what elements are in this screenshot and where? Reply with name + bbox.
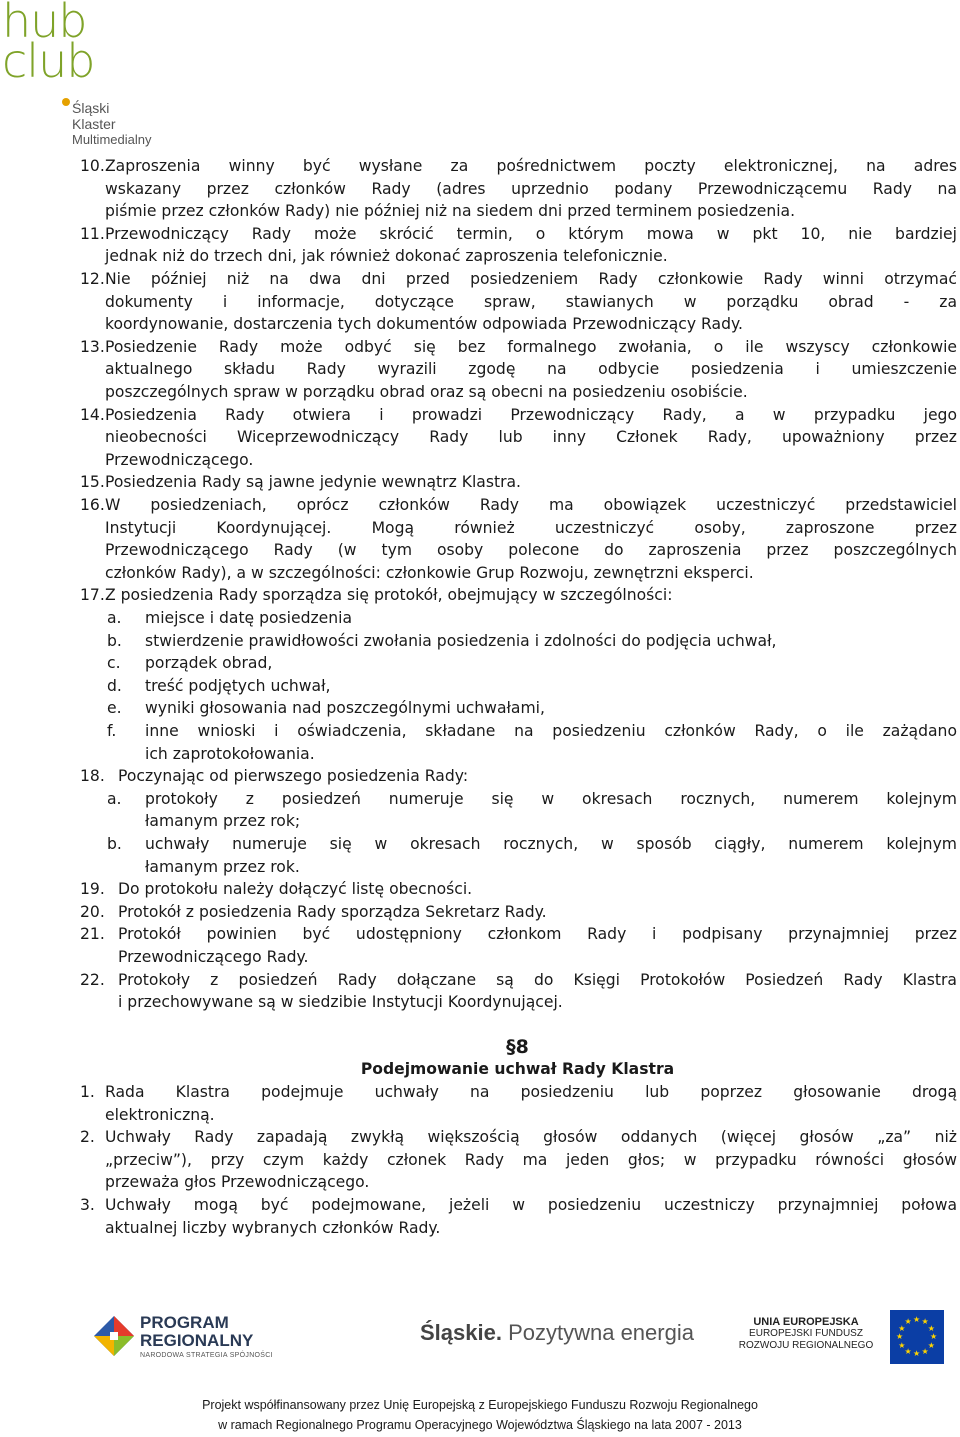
logo-dot-icon [62,98,70,106]
section-title: Podejmowanie uchwał Rady Klastra [360,1060,675,1079]
paragraph-10-text: piśmie przez członków Rady) nie później niż na siedem dni przed terminem posiedzenia. [105,202,796,221]
paragraph-10-text: wskazany przez członków Rady (adres uprzednio podany Przewodniczącemu Rady na [105,179,957,198]
logo-subtitle-2: Klaster [72,116,116,132]
paragraph-16-number: 16. [80,496,105,514]
program-subtitle: NARODOWA STRATEGIA SPÓJNOŚCI [140,1352,273,1359]
eu-line-1: UNIA EUROPEJSKA [753,1316,859,1328]
eu-star-icon: ★ [913,1349,921,1358]
paragraph-12-number: 12. [80,270,105,288]
eu-star-icon: ★ [930,1332,938,1341]
funding-line-2: w ramach Regionalnego Programu Operacyjnego Województwa Śląskiego na lata 2007 - 2013 [218,1418,742,1432]
paragraph-14-text: Przewodniczącego. [105,450,254,469]
section8-item-2-text: „przeciw”), przy czym każdy członek Rady ma jeden głos; w przypadku równości głosów [105,1150,957,1169]
paragraph-15-text: Posiedzenia Rady są jawne jedynie wewnątrz Klastra. [105,473,521,492]
eu-fund-label [730,1316,882,1352]
list18-item-text: łamanym przez rok. [145,857,300,876]
eu-star-icon: ★ [927,1323,935,1333]
section8-item-2-number: 2. [80,1128,95,1147]
paragraph-19-number: 19. [80,880,105,899]
section8-item-3-number: 3. [80,1196,95,1214]
list17-item-number: f. [107,722,117,740]
list17-item-number: c. [107,654,121,673]
slaskie-logo [420,1320,694,1346]
paragraph-14-text: nieobecności Wiceprzewodniczący Rady lub inny Członek Rady, upoważniony przez [105,428,957,447]
paragraph-10-text: Zaproszenia winny być wysłane za pośrednictwem poczty elektronicznej, na adres [105,157,957,175]
eu-star-icon: ★ [921,1317,929,1327]
eu-line-2: EUROPEJSKI FUNDUSZ [749,1328,863,1339]
list18-item-number: b. [107,835,122,853]
list18-item-text: uchwały numeruje się w okresach rocznych, w sposób ciągły, numerem kolejnym [145,835,957,853]
paragraph-16-text: Instytucji Koordynującej. Mogą również uczestniczyć osoby, zaproszone przez [105,518,957,537]
paragraph-12-text: koordynowanie, dostarczenia tych dokumentów odpowiada Przewodniczący Rady. [105,315,743,334]
paragraph-22-number: 22. [80,970,105,989]
eu-star-icon: ★ [896,1332,904,1341]
paragraph-12-text: dokumenty i informacje, dotyczące spraw, stawianych w porządku obrad - za [105,292,957,311]
section8-item-2-text: przeważa głos Przewodniczącego. [105,1173,370,1192]
eu-line-3: ROZWOJU REGIONALNEGO [738,1340,874,1351]
list17-item-text: porządek obrad, [145,654,273,673]
funding-line-1: Projekt współfinansowany przez Unię Europejską z Europejskiego Funduszu Rozwoju Regionalnego [202,1398,758,1412]
slaskie-slogan: Pozytywna energia [508,1320,694,1345]
list17-item-text: ich zaprotokołowania. [145,744,315,763]
list17-item-number: e. [107,699,122,718]
list17-item-number: a. [107,609,122,627]
paragraph-21-text: Protokół powinien być udostępniony członkom Rady i podpisany przynajmniej przez [118,925,957,944]
eu-star-icon: ★ [921,1346,929,1356]
paragraph-21-text: Przewodniczącego Rady. [118,948,309,966]
logo-subtitle-3: Multimedialny [72,132,152,147]
program-line-2: REGIONALNY [140,1331,254,1350]
eu-star-icon: ★ [904,1346,912,1356]
eu-star-icon: ★ [913,1315,921,1324]
paragraph-21-number: 21. [80,925,105,944]
paragraph-22-text: i przechowywane są w siedzibie Instytucji Koordynującej. [118,993,563,1012]
paragraph-20-number: 20. [80,902,105,921]
program-regionalny-logo-icon [92,1314,136,1358]
list18-item-text: protokoły z posiedzeń numeruje się w okresach rocznych, numerem kolejnym [145,789,957,808]
paragraph-13-text: Posiedzenie Rady może odbyć się bez formalnego zwołania, o ile wszyscy członkowie [105,337,957,356]
paragraph-13-text: aktualnego składu Rady wyrazili zgodę na odbycie posiedzenia i umieszczenie [105,360,957,379]
program-regionalny-title [140,1314,253,1350]
paragraph-17-text: Z posiedzenia Rady sporządza się protokół, obejmujący w szczególności: [105,586,673,605]
list17-item-text: miejsce i datę posiedzenia [145,609,353,627]
list17-item-text: inne wnioski i oświadczenia, składane na posiedzeniu członków Rady, o ile zażądano [145,722,957,740]
paragraph-18-text: Poczynając od pierwszego posiedzenia Rady: [118,767,469,786]
eu-star-icon: ★ [898,1323,906,1333]
paragraph-12-text: Nie później niż na dwa dni przed posiedzeniem Rady członkowie Rady winni otrzymać [105,270,957,288]
list17-item-number: d. [107,676,122,695]
paragraph-14-text: Posiedzenia Rady otwiera i prowadzi Przewodniczący Rady, a w przypadku jego [105,405,957,424]
paragraph-11-text: Przewodniczący Rady może skrócić termin, o którym mowa w pkt 10, nie bardziej [105,224,957,243]
paragraph-16-text: członków Rady), a w szczególności: członkowie Grup Rozwoju, zewnętrzni eksperci. [105,563,754,582]
hub-club-logo [0,0,170,150]
logo-club-text: club [2,34,95,88]
section8-item-1-text: elektroniczną. [105,1105,215,1124]
paragraph-10-number: 10. [80,157,105,175]
list18-item-text: łamanym przez rok; [145,812,301,831]
paragraph-13-number: 13. [80,337,105,356]
eu-star-icon: ★ [904,1317,912,1327]
paragraph-13-text: poszczególnych spraw w porządku obrad oraz są obecni na posiedzeniu osobiście. [105,383,748,401]
section-symbol: §8 [506,1035,529,1058]
list17-item-number: b. [107,631,122,650]
paragraph-22-text: Protokoły z posiedzeń Rady dołączane są do Księgi Protokołów Posiedzeń Rady Klastra [118,970,957,989]
paragraph-20-text: Protokół z posiedzenia Rady sporządza Sekretarz Rady. [118,902,547,921]
paragraph-14-number: 14. [80,405,105,424]
logo-hub-text: hub [2,0,87,48]
eu-star-icon: ★ [927,1340,935,1350]
section8-item-2-text: Uchwały Rady zapadają zwykłą większością głosów oddanych (więcej głosów „za” niż [105,1128,957,1147]
section8-item-1-text: Rada Klastra podejmuje uchwały na posiedzeniu lub poprzez głosowanie drogą [105,1083,957,1101]
slaskie-brand: Śląskie. [420,1320,502,1345]
section8-item-1-number: 1. [80,1083,95,1101]
program-line-1: PROGRAM [140,1313,229,1332]
footer [0,1300,960,1437]
list17-item-text: treść podjętych uchwał, [145,676,331,695]
paragraph-15-number: 15. [80,473,105,492]
eu-star-icon: ★ [898,1340,906,1350]
paragraph-16-text: Przewodniczącego Rady (w tym osoby polecone do zaproszenia przez poszczególnych [105,541,957,560]
section8-item-3-text: Uchwały mogą być podejmowane, jeżeli w posiedzeniu uczestniczy przynajmniej połowa [105,1196,957,1214]
list18-item-number: a. [107,789,122,808]
eu-flag-icon [890,1310,944,1364]
paragraph-11-number: 11. [80,224,105,243]
paragraph-19-text: Do protokołu należy dołączyć listę obecności. [118,880,473,899]
paragraph-16-text: W posiedzeniach, oprócz członków Rady ma obowiązek uczestniczyć przedstawiciel [105,496,957,514]
section8-item-3-text: aktualnej liczby wybranych członków Rady. [105,1218,441,1237]
list17-item-text: wyniki głosowania nad poszczególnymi uchwałami, [145,699,545,718]
paragraph-18-number: 18. [80,767,105,786]
logo-subtitle-1: Śląski [72,100,110,116]
list17-item-text: stwierdzenie prawidłowości zwołania posiedzenia i zdolności do podjęcia uchwał, [145,631,777,650]
paragraph-11-text: jednak niż do trzech dni, jak również dokonać zaproszenia telefonicznie. [105,247,668,266]
paragraph-17-number: 17. [80,586,105,605]
